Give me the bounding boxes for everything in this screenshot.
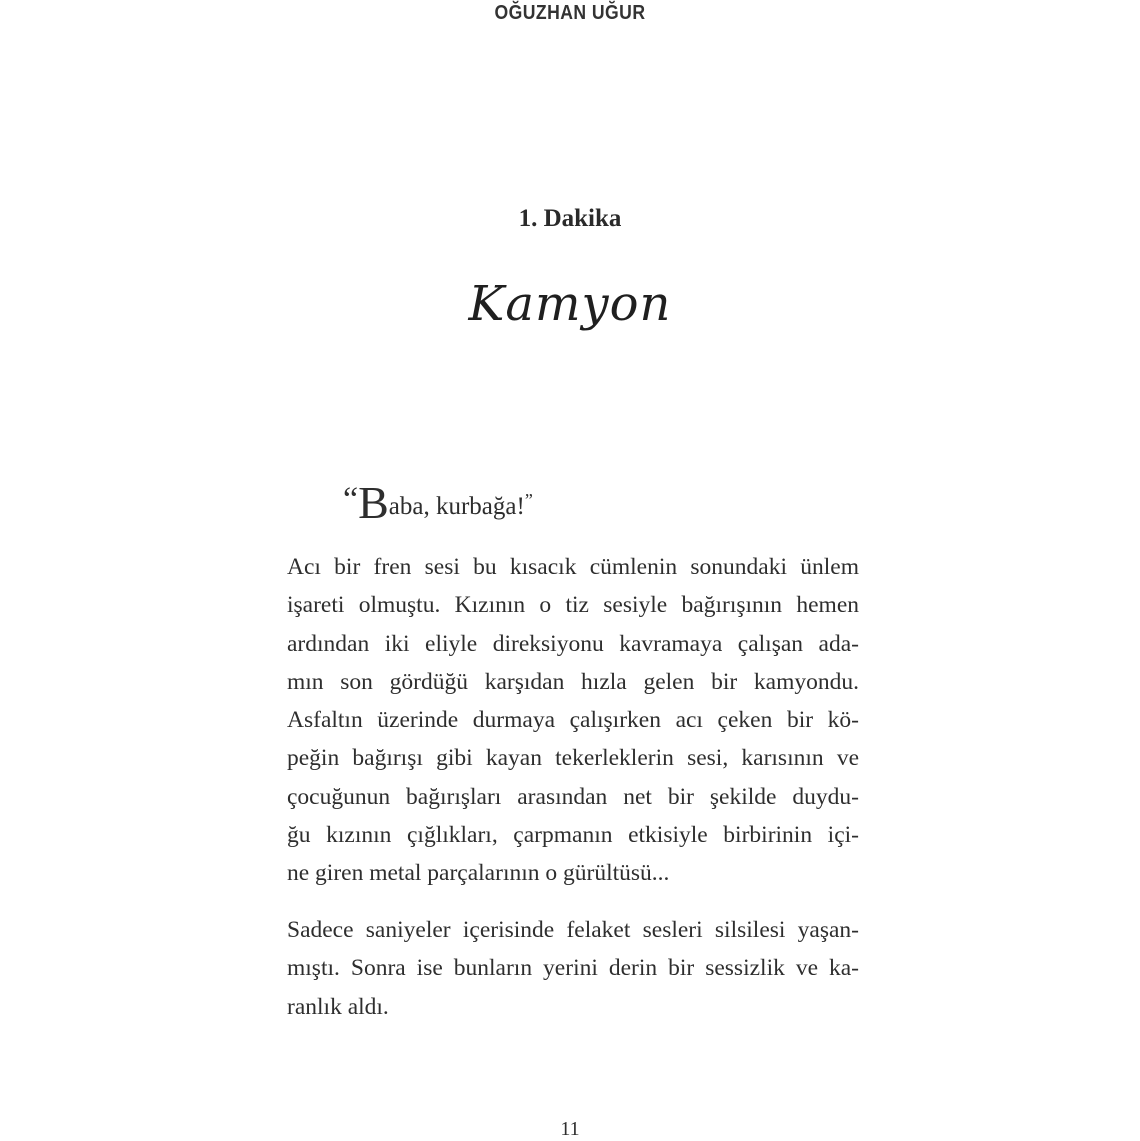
opening-dialogue-text: aba, kurbağa!: [388, 493, 525, 520]
body-paragraph-1: [287, 548, 859, 893]
closing-quote-mark: ”: [524, 490, 533, 510]
opening-dialogue: [343, 477, 533, 528]
paragraph-line: ranlık aldı.: [287, 993, 389, 1020]
body-paragraph-2: [287, 911, 859, 1026]
paragraph-line: işareti olmuştu. Kızının o tiz sesiyle bağırışının hemen: [287, 592, 859, 619]
opening-quote-mark: “: [343, 481, 359, 518]
paragraph-line: ne giren metal parçalarının o gürültüsü...: [287, 860, 670, 887]
page-number: 11: [560, 1118, 580, 1140]
paragraph-line: ardından iki eliyle direksiyonu kavramaya çalışan ada-: [287, 630, 859, 657]
paragraph-line: çocuğunun bağırışları arasından net bir şekilde duydu-: [287, 783, 859, 810]
chapter-number: 1. Dakika: [518, 205, 622, 232]
chapter-title: Kamyon: [468, 276, 672, 332]
paragraph-line: mın son gördüğü karşıdan hızla gelen bir kamyondu.: [287, 668, 859, 695]
paragraph-line: peğin bağırışı gibi kayan tekerleklerin sesi, karısının ve: [287, 745, 859, 772]
paragraph-line: ğu kızının çığlıkları, çarpmanın etkisiyle birbirinin içi-: [287, 822, 859, 849]
paragraph-line: mıştı. Sonra ise bunların yerini derin bir sessizlik ve ka-: [287, 955, 859, 982]
paragraph-line: Asfaltın üzerinde durmaya çalışırken acı çeken bir kö-: [287, 707, 859, 734]
paragraph-line: Sadece saniyeler içerisinde felaket sesleri silsilesi yaşan-: [287, 917, 859, 943]
running-header-author: OĞUZHAN UĞUR: [494, 2, 646, 24]
paragraph-line: Acı bir fren sesi bu kısacık cümlenin sonundaki ünlem: [287, 554, 859, 580]
dropcap-letter: B: [358, 477, 389, 528]
